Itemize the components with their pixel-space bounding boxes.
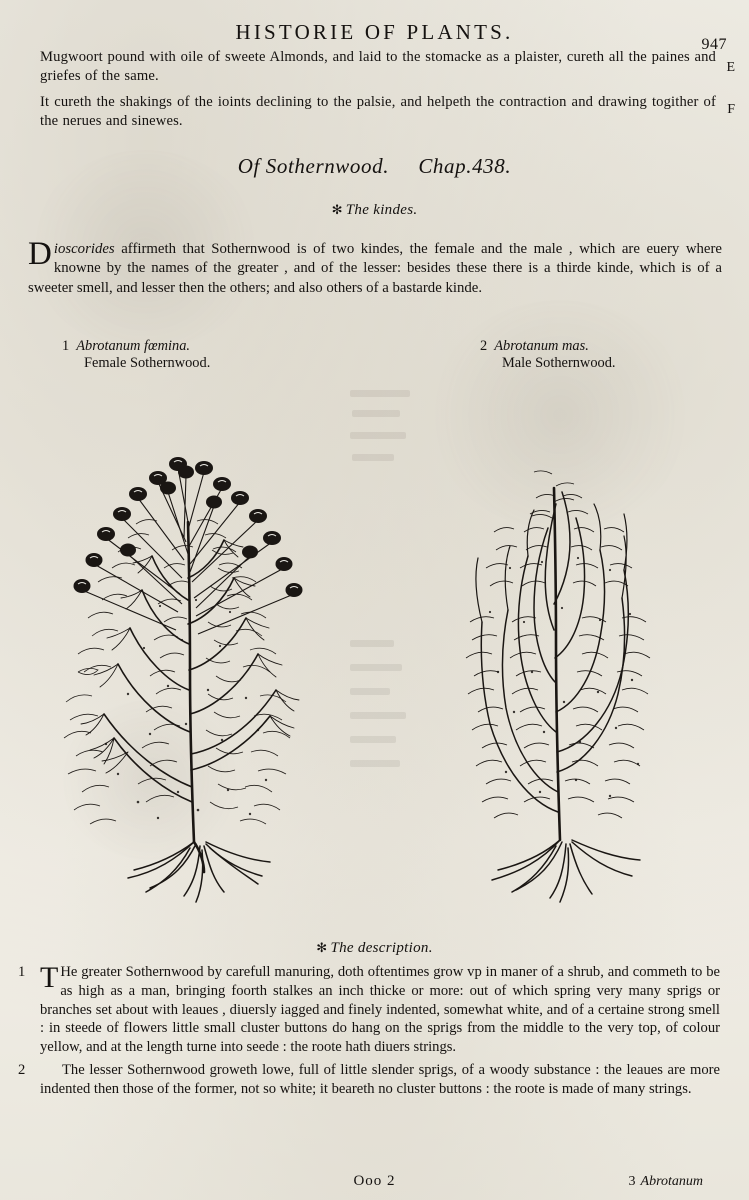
figure-english-name-1: Female Sothernwood. xyxy=(84,355,211,371)
fleuron-icon: ✻ xyxy=(331,202,343,217)
chapter-heading xyxy=(0,154,749,179)
dropcap-d: D xyxy=(28,236,52,272)
margin-letter-f: F xyxy=(727,102,735,117)
figure-english-name-2: Male Sothernwood. xyxy=(502,355,616,371)
woodcut-male-sothernwood xyxy=(394,372,734,927)
figure-caption-male xyxy=(480,338,616,372)
description-heading-text: The description. xyxy=(330,940,433,956)
description-item-text-2: The lesser Sothernwood groweth lowe, full of little slender sprigs, of a woody substance : the leaues are more indented then those of the former, not so white; it beareth no cluster buttons : the roote is made of many strings. xyxy=(40,1061,720,1097)
paragraph-kindes xyxy=(28,236,722,298)
fleuron-icon-2: ✻ xyxy=(316,940,328,955)
dioscorides-name: ioscorides xyxy=(53,241,115,257)
figure-latin-name-2: Abrotanum mas. xyxy=(494,338,589,354)
figure-number-1: 1 xyxy=(62,338,70,354)
section-heading-kindes xyxy=(0,202,749,219)
section-heading-description xyxy=(0,940,749,957)
female-sothernwood-illustration xyxy=(18,372,378,927)
margin-letter-e: E xyxy=(726,60,735,75)
description-item-text-1: He greater Sothernwood by carefull manuring, doth oftentimes grow vp in maner of a shrub, and commeth to be as high as a man, bringing foorth stalkes an inch thicke or more: out of which spring very many sprigs or branches set about with leaues , diuersly iagged and finely indented, somewhat white, and of a certaine strong smell : in steede of flowers little small cluster buttons do hang on the sprigs from the middle to the very top, of colour yellow, and at the length turne into seede : the roote hath diuers strings. xyxy=(40,964,720,1056)
description-item-2 xyxy=(18,1061,720,1099)
woodcut-female-sothernwood xyxy=(18,372,378,927)
running-head: HISTORIE OF PLANTS. xyxy=(235,20,514,44)
dropcap-t: T xyxy=(40,961,59,994)
figure-latin-name-1: Abrotanum fœmina. xyxy=(76,338,190,354)
description-item-1 xyxy=(18,961,720,1057)
paragraph-mugwort-palsie: It cureth the shakings of the ioints declining to the palsie, and helpeth the contraction and drawing togither of the nerues and sinewes. xyxy=(40,94,716,129)
signature-mark: Ooo 2 xyxy=(353,1173,396,1189)
description-block xyxy=(18,961,720,1101)
figure-caption-female xyxy=(62,338,210,372)
catchword xyxy=(629,1174,703,1190)
catchword-text: Abrotanum xyxy=(640,1174,703,1189)
kindes-body-text: affirmeth that Sothernwood is of two kindes, the female and the male , which are euery where knowne by the names of the greater , and of the lesser: besides these there is a thirde kinde, which is of a sweeter smell, and lesser then the others; and also others of a bastarde kinde. xyxy=(28,241,722,296)
folio-number: 947 xyxy=(701,36,727,53)
male-sothernwood-illustration xyxy=(394,372,734,927)
paragraph-mugwort-plaister: Mugwoort pound with oile of sweete Almonds, and laid to the stomacke as a plaister, cureth all the paines and griefes of the same. xyxy=(40,49,716,84)
chapter-title-text: Of Sothernwood. xyxy=(237,154,390,178)
figure-number-2: 2 xyxy=(480,338,488,354)
kindes-heading-text: The kindes. xyxy=(345,202,418,218)
chapter-number: Chap.438. xyxy=(418,154,512,178)
description-item-number-2: 2 xyxy=(18,1061,26,1078)
description-item-number-1: 1 xyxy=(18,964,26,980)
catchword-number: 3 xyxy=(628,1174,636,1189)
